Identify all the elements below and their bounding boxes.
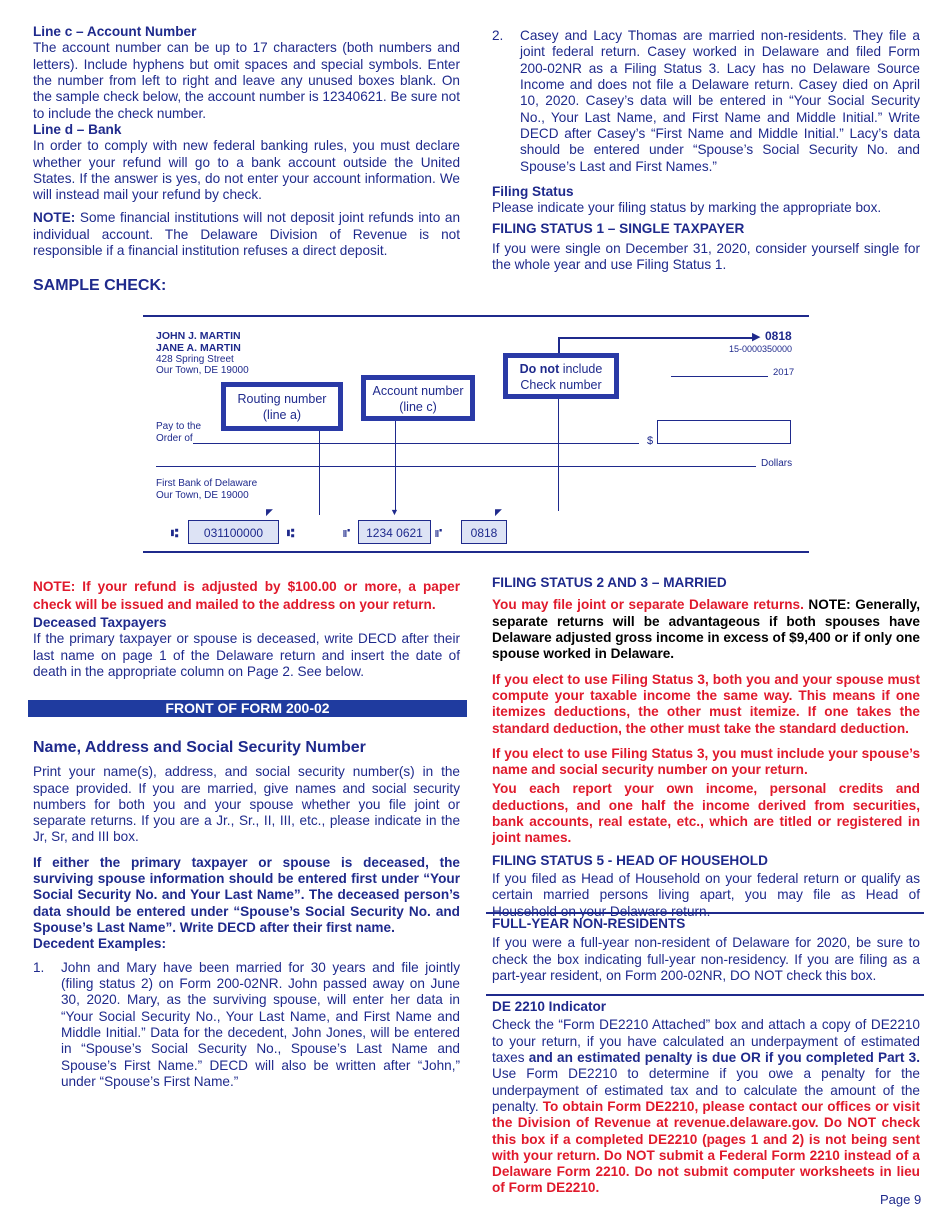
line-c-text: The account number can be up to 17 characters (both numbers and letters). Include hyphens but omit spaces and special symbols. Enter the number from left to right and leave any unused boxes blank. On the sample check below, the account number is 12340621. Be sure not to include the check number. xyxy=(33,40,460,121)
fs3-paragraph-2: If you elect to use Filing Status 3, you must include your spouse’s name and social security number on your return. xyxy=(492,745,920,778)
owner-address-1: 428 Spring Street xyxy=(156,354,234,366)
fs3-paragraph-1: If you elect to use Filing Status 3, both you and your spouse must compute your taxable income the same way. This means if one itemizes deductions, the other must itemize. If one takes the standard deduction, the other must take the standard deduction. xyxy=(492,671,920,736)
fs5-heading: FILING STATUS 5 - HEAD OF HOUSEHOLD xyxy=(492,852,768,868)
dollars-line xyxy=(156,466,756,467)
micr-symbol-icon: ⑆ xyxy=(287,526,295,540)
check-number-label: Check number xyxy=(520,377,602,392)
pay-to-text: Pay to the xyxy=(156,421,202,432)
fs5-text: If you filed as Head of Household on your federal return or qualify as certain married persons living apart, you may file as Head of xyxy=(492,871,920,903)
sample-check-title: SAMPLE CHECK: xyxy=(33,277,167,294)
payee-line xyxy=(193,443,639,444)
checknum-leader xyxy=(558,390,559,511)
owner-name-1: JOHN J. MARTIN xyxy=(156,330,241,342)
de2210-text-1: Check the “Form DE2210 Attached” box and attach a copy of DE2210 to your return, if you have calculated an underpayment of estimated taxes xyxy=(492,1017,920,1065)
date-line xyxy=(671,376,768,377)
fs1-heading: FILING STATUS 1 – SINGLE TAXPAYER xyxy=(492,221,745,237)
routing-callout xyxy=(221,382,343,431)
check-fraction: 15-0000350000 xyxy=(729,344,793,354)
divider xyxy=(486,994,924,996)
name-address-text: Print your name(s), address, and social security number(s) in the space provided. If you are married, give names and social security numbers for both you and your spouse whether you file joint or separate returns. If you are a Jr., Sr., II, III, etc., please indicate in the Jr, Sr, and III box. xyxy=(33,764,460,845)
decedent-example-1 xyxy=(33,960,460,1091)
pointer-line xyxy=(558,337,754,339)
note-text: Some financial institutions will not deposit joint refunds into an individual account. The Delaware Division of Revenue is not responsible if a financial institution refuses a direct deposit. xyxy=(33,210,461,259)
account-leader xyxy=(395,420,396,512)
deceased-bold-paragraph: If either the primary taxpayer or spouse is deceased, the surviving spouse information should be entered first under “Your Social Security No. and Your Last Name”. The deceased person’s data should be entered under “Spouse’s Social Security No. and Spouse’s Last Name”. Write DECD after their first name. xyxy=(33,854,460,935)
de2210-heading: DE 2210 Indicator xyxy=(492,999,607,1014)
fs3-paragraph-3: You each report your own income, personal credits and deductions, and one half the income derived from securities, bank accounts, real estate, etc., which are titled or registered in joint names. xyxy=(492,781,920,846)
item1-number: 1. xyxy=(33,959,45,975)
do-not-label: Do not xyxy=(519,362,560,376)
refund-note: NOTE: If your refund is adjusted by $100.00 or more, a paper check will be issued and mailed to the address on your return. xyxy=(33,579,460,613)
fynr-section xyxy=(492,916,920,984)
arrow-right-icon: ▶ xyxy=(752,331,761,343)
sample-check xyxy=(143,315,809,555)
note-label: NOTE: xyxy=(33,210,76,226)
micr-symbol-icon: ⑆ xyxy=(171,526,179,540)
de2210-text-2: Use Form DE2210 to determine if you owe a penalty for the underpayment of estimated tax and to calculate the amount of the penalty. xyxy=(492,1066,920,1114)
check-top-border xyxy=(143,315,809,317)
flag-icon: ◤ xyxy=(495,507,502,517)
fs23-paragraph xyxy=(492,597,920,662)
flag-icon: ◤ xyxy=(266,507,273,517)
bank-name: First Bank of Delaware xyxy=(156,478,258,489)
arrow-down-icon: ▼ xyxy=(390,507,399,517)
owner-name-2: JANE A. MARTIN xyxy=(156,341,241,354)
fynr-heading: FULL-YEAR NON-RESIDENTS xyxy=(492,916,686,931)
do-not-include-callout xyxy=(503,353,619,399)
decedent-examples-heading: Decedent Examples: xyxy=(33,936,166,952)
fs23-red-text: You may file joint or separate Delaware returns. xyxy=(492,597,804,613)
note-paragraph xyxy=(33,210,460,259)
include-label: include xyxy=(559,362,603,376)
check-year: 2017 xyxy=(773,367,795,378)
check-owner-block xyxy=(156,331,249,376)
routing-line-ref: (line a) xyxy=(262,407,302,422)
micr-symbol-icon: ⑈ xyxy=(435,526,443,540)
account-callout xyxy=(361,375,475,421)
account-line-ref: (line c) xyxy=(399,399,437,414)
bank-block xyxy=(156,478,257,501)
fs1-text: If you were single on December 31, 2020, consider yourself single for the whole year and use Filing Status 1. xyxy=(492,240,920,273)
item2-number: 2. xyxy=(492,28,504,43)
deceased-heading: Deceased Taxpayers xyxy=(33,614,167,630)
line-c-heading: Line c – Account Number xyxy=(33,24,197,39)
right-bottom-section xyxy=(492,575,920,920)
dollars-label: Dollars xyxy=(761,458,793,469)
micr-check-number: 0818 xyxy=(461,520,507,544)
routing-leader xyxy=(319,427,320,515)
owner-address-2: Our Town, DE 19000 xyxy=(156,365,249,377)
line-d-text: In order to comply with new federal banking rules, you must declare whether your refund will go to a bank account outside the United States. If the answer is yes, do not enter your account information. We will instead mail your refund by check. xyxy=(33,138,460,203)
decedent-example-2 xyxy=(492,28,920,175)
bank-address: Our Town, DE 19000 xyxy=(156,489,249,501)
fynr-text: If you were a full-year non-resident of Delaware for 2020, be sure to check the box indicating full-year non-residency. If you are filing as a part-year resident, on Form 200-02NR, DO NOT check this box. xyxy=(492,935,920,983)
order-of-text: Order of xyxy=(156,433,193,444)
micr-symbol-icon: ⑈ xyxy=(343,526,351,540)
page-number: Page 9 xyxy=(880,1192,922,1207)
pay-to-label xyxy=(156,421,201,445)
divider xyxy=(486,912,924,914)
routing-label: Routing number xyxy=(237,392,327,406)
micr-routing: 031100000 xyxy=(188,520,279,544)
fs23-black-text: NOTE: Generally, separate returns will be advantageous if both spouses have Delaware adjusted gross income in excess of $9,400 or if only one spouse worked in Delaware. xyxy=(492,597,920,662)
micr-account: 1234 0621 xyxy=(358,520,431,544)
filing-status-text: Please indicate your filing status by marking the appropriate box. xyxy=(492,200,882,216)
de2210-section xyxy=(492,999,920,1197)
item1-text: John and Mary have been married for 30 years and file jointly (filing status 2) on Form 200-02NR. John passed away on June 30, 2020. Mary, as the surviving spouse, will enter her data in “Your Social Security No., Your Last Name, and First Name and Middle Initial.” Data for the decedent, John Jones, will be entered in “Spouse’s Social Security No., Spouse’s Last Name and Spouse’s First Name.” DECD will also be written after “John,” under “Spouse’s First Name.” xyxy=(61,959,460,1089)
de2210-text xyxy=(492,1017,920,1196)
name-address-heading: Name, Address and Social Security Number xyxy=(33,739,366,756)
check-number: 0818 xyxy=(765,329,792,343)
front-of-form-banner: FRONT OF FORM 200-02 xyxy=(28,700,467,717)
name-address-section xyxy=(33,738,460,1090)
left-top-section xyxy=(33,24,460,259)
amount-box xyxy=(657,420,791,444)
de2210-red-text: To obtain Form DE2210, please contact our offices or visit the Division of Revenue at revenue.delaware.gov. Do NOT check this box if a completed DE2210 (pages 1 and 2) is not being sent with your return. Do NOT submit a Federal Form 2210 instead of a Delaware Form 2210. Do not submit computer worksheets in lieu of Form DE2210. xyxy=(492,1098,920,1196)
deceased-text: If the primary taxpayer or spouse is deceased, write DECD after their last name on page 1 of the Delaware return and insert the date of death in the appropriate column on Page 2. See below. xyxy=(33,631,460,680)
line-d-heading: Line d – Bank xyxy=(33,121,122,137)
filing-status-heading: Filing Status xyxy=(492,183,574,199)
account-label: Account number xyxy=(372,384,464,398)
check-bottom-border xyxy=(143,551,809,553)
fs23-heading: FILING STATUS 2 AND 3 – MARRIED xyxy=(492,575,727,590)
item2-text: Casey and Lacy Thomas are married non-residents. They file a joint federal return. Casey worked in Delaware and filed Form 200-02NR as a Filing Status 3. Lacy has no Delaware Source Income and does not file a Delaware return. Casey died on April 10, 2020. Casey’s data will be entered in “Your Social Security No., Your Last Name, and First Name and Middle Initial.” Write DECD after Casey’s “First Name and Middle Initial.” Lacy’s data should be entered under “Spouse’s Social Security No. and Spouse’s Last and First Names.” xyxy=(520,28,920,174)
left-bottom-section xyxy=(33,578,460,681)
right-top-section xyxy=(492,28,920,273)
dollar-sign: $ xyxy=(647,435,654,447)
de2210-bold-1: and an estimated penalty is due OR if you completed Part 3. xyxy=(528,1049,920,1065)
